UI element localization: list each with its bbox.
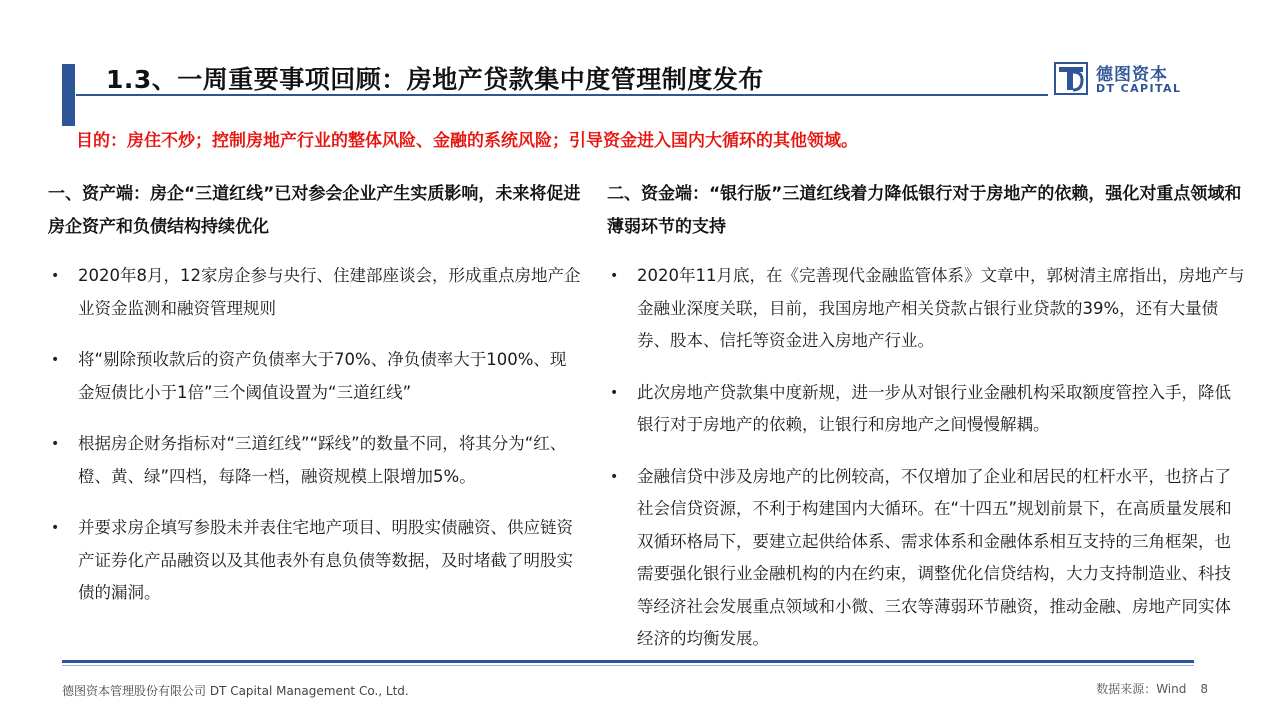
asset-side-heading: 一、资产端：房企“三道红线”已对参会企业产生实质影响，未来将促进房企资产和负债结构持续优化 bbox=[48, 184, 581, 237]
purpose-statement: 目的：房住不炒；控制房地产行业的整体风险、金融的系统风险；引导资金进入国内大循环的其他领域。 bbox=[76, 131, 858, 151]
funding-side-list bbox=[607, 260, 1247, 656]
page-number: 8 bbox=[1200, 682, 1208, 696]
asset-side-column bbox=[48, 178, 588, 629]
bullet-icon: • bbox=[51, 268, 60, 284]
bullet-icon: • bbox=[51, 520, 60, 536]
funding-side-heading: 二、资金端：“银行版”三道红线着力降低银行对于房地产的依赖，强化对重点领域和薄弱环节的支持 bbox=[607, 184, 1242, 237]
bullet-icon: • bbox=[610, 268, 619, 284]
bullet-text: 2020年8月，12家房企参与央行、住建部座谈会，形成重点房地产企业资金监测和融资管理规则 bbox=[78, 266, 581, 318]
company-name-footer: 德图资本管理股份有限公司 DT Capital Management Co., Ltd. bbox=[62, 684, 409, 698]
company-logo bbox=[1054, 61, 1184, 97]
logo-cn-text: 德图资本 bbox=[1096, 65, 1168, 85]
bullet-text: 并要求房企填写参股未并表住宅地产项目、明股实债融资、供应链资产证券化产品融资以及其他表外有息负债等数据，及时堵截了明股实债的漏洞。 bbox=[78, 518, 573, 602]
bullet-text: 2020年11月底，在《完善现代金融监管体系》文章中，郭树清主席指出，房地产与金融业深度关联，目前，我国房地产相关贷款占银行业贷款的39%，还有大量债券、股本、信托等资金进入房地产行业。 bbox=[637, 266, 1245, 350]
list-item bbox=[48, 428, 581, 493]
footer-divider bbox=[62, 660, 1194, 663]
bullet-text: 金融信贷中涉及房地产的比例较高，不仅增加了企业和居民的杠杆水平，也挤占了社会信贷资源，不利于构建国内大循环。在“十四五”规划前景下，在高质量发展和双循环格局下，要建立起供给体系、需求体系和金融体系相互支持的三角框架，也需要强化银行业金融机构的内在约束，调整优化信贷结构，大力支持制造业、科技等经济社会发展重点领域和小微、三农等薄弱环节融资，推动金融、房地产同实体经济的均衡发展。 bbox=[637, 466, 1232, 648]
list-item bbox=[48, 344, 581, 409]
bullet-text: 此次房地产贷款集中度新规，进一步从对银行业金融机构采取额度管控入手，降低银行对于房地产的依赖，让银行和房地产之间慢慢解耦。 bbox=[637, 382, 1231, 434]
funding-side-column bbox=[607, 178, 1247, 675]
list-item bbox=[607, 461, 1247, 656]
list-item bbox=[48, 260, 581, 325]
dt-logo-icon bbox=[1054, 62, 1088, 95]
bullet-text: 将“剔除预收款后的资产负债率大于70%、净负债率大于100%、现金短债比小于1倍”三个阈值设置为“三道红线” bbox=[78, 350, 567, 402]
bullet-icon: • bbox=[610, 384, 619, 401]
bullet-text: 根据房企财务指标对“三道红线”“踩线”的数量不同，将其分为“红、橙、黄、绿”四档，每降一档，融资规模上限增加5%。 bbox=[78, 434, 567, 486]
page-title: 1.3、一周重要事项回顾：房地产贷款集中度管理制度发布 bbox=[106, 65, 764, 94]
asset-side-list bbox=[48, 260, 588, 610]
footer-divider-thin bbox=[62, 665, 1194, 666]
list-item bbox=[607, 260, 1247, 358]
list-item bbox=[607, 377, 1247, 442]
data-source: 数据来源：Wind bbox=[1096, 682, 1187, 696]
list-item bbox=[48, 512, 581, 610]
bullet-icon: • bbox=[51, 352, 60, 368]
footer-right bbox=[1096, 680, 1208, 697]
title-underline bbox=[76, 94, 1048, 96]
title-accent-bar bbox=[62, 64, 75, 126]
logo-en-text: DT CAPITAL bbox=[1096, 82, 1182, 95]
bullet-icon: • bbox=[51, 436, 60, 452]
bullet-icon: • bbox=[610, 468, 619, 485]
